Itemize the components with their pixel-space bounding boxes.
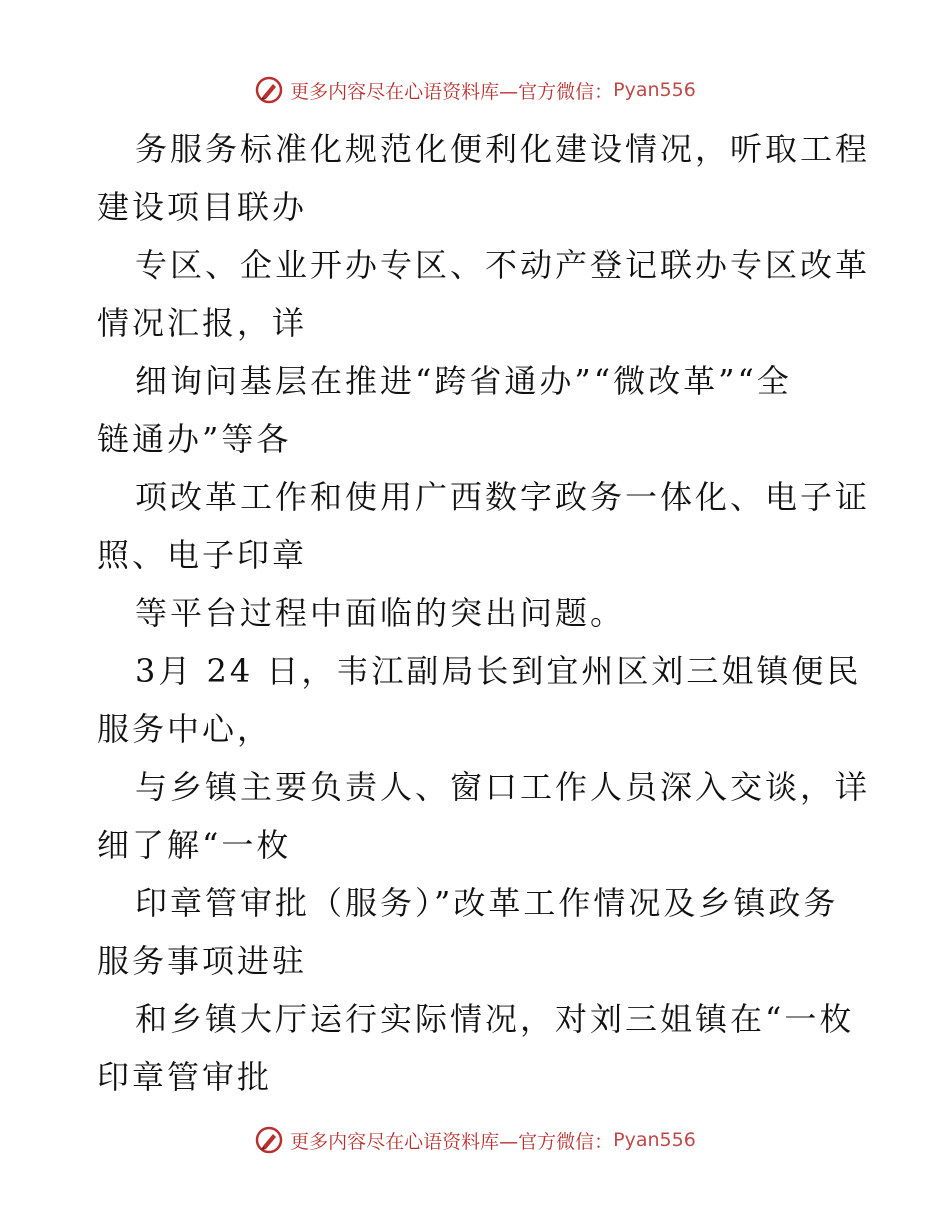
pen-logo-icon: [254, 75, 284, 105]
watermark-handle: Pyan556: [613, 1129, 696, 1151]
text-line: 服务事项进驻: [97, 942, 308, 980]
text-line: 情况汇报，详: [97, 304, 308, 342]
document-body: [97, 120, 871, 1106]
text-line: 项改革工作和使用广西数字政务一体化、电子证: [135, 478, 871, 516]
text-line: 务服务标准化规范化便利化建设情况，听取工程: [135, 130, 871, 168]
text-line: 与乡镇主要负责人、窗口工作人员深入交谈，详: [135, 768, 871, 806]
text-line: 链通办”等各: [97, 420, 292, 458]
text-line: 等平台过程中面临的突出问题。: [135, 594, 626, 632]
text-line: 细询问基层在推进“跨省通办”“微改革”“全: [135, 362, 792, 400]
watermark-handle: Pyan556: [613, 79, 696, 101]
text-line: 和乡镇大厅运行实际情况，对刘三姐镇在“一枚: [135, 1000, 855, 1038]
watermark-site-text: 更多内容尽在心语资料库—官方微信：: [290, 80, 614, 103]
header-watermark: [0, 70, 950, 110]
text-line: 照、电子印章: [97, 536, 308, 574]
text-line: 服务中心，: [97, 710, 273, 748]
footer-watermark: [0, 1120, 950, 1160]
text-line: 印章管审批: [97, 1058, 273, 1096]
watermark-site-text: 更多内容尽在心语资料库—官方微信：: [290, 1130, 614, 1153]
text-line: 印章管审批（服务）”改革工作情况及乡镇政务: [135, 884, 839, 922]
text-line: 专区、企业开办专区、不动产登记联办专区改革: [135, 246, 871, 284]
text-line: 细了解“一枚: [97, 826, 292, 864]
text-line: 建设项目联办: [97, 188, 308, 226]
text-line: 3月 24 日，韦江副局长到宜州区刘三姐镇便民: [135, 652, 862, 690]
pen-logo-icon: [254, 1125, 284, 1155]
